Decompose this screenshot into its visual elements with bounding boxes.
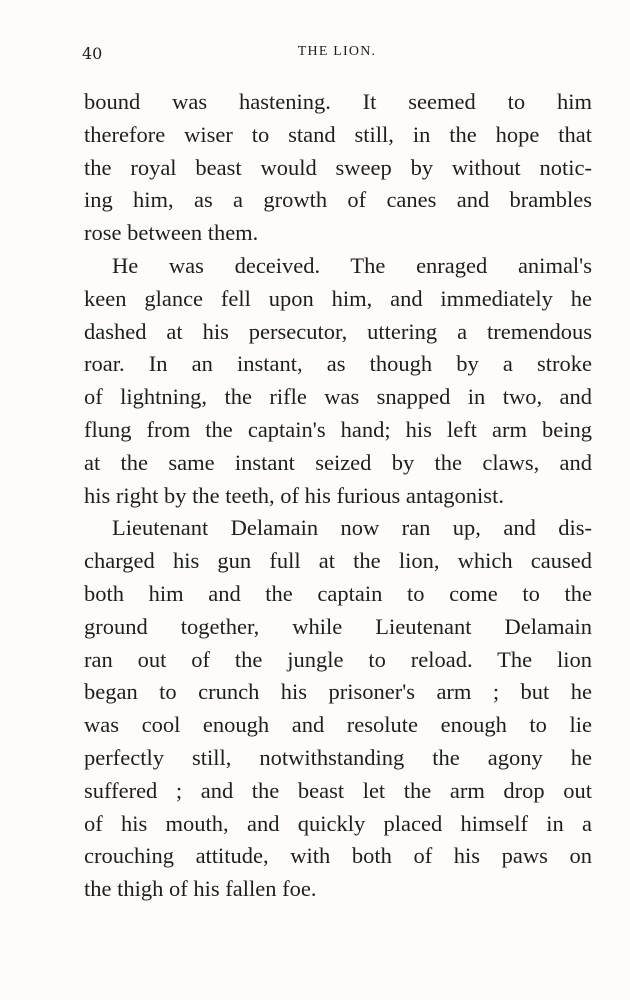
text-line: crouching attitude, with both of his paws on	[84, 843, 592, 869]
text-line: bound was hastening. It seemed to him	[84, 89, 592, 114]
text-line: flung from the captain's hand; his left arm being	[84, 416, 592, 442]
text-line: suffered ; and the beast let the arm drop out	[84, 777, 592, 803]
body-text	[84, 86, 592, 906]
page-number: 40	[82, 44, 103, 63]
text-line: rose between them.	[84, 220, 259, 246]
text-line: Lieutenant Delamain now ran up, and dis-	[112, 515, 592, 541]
text-line: both him and the captain to come to the	[84, 580, 592, 606]
paragraph	[84, 250, 592, 512]
text-line: keen glance fell upon him, and immediately he	[84, 285, 592, 311]
paragraph	[84, 86, 592, 250]
text-line: was cool enough and resolute enough to lie	[84, 712, 592, 738]
text-line: therefore wiser to stand still, in the hope that	[84, 121, 592, 147]
text-line: the thigh of his fallen foe.	[84, 876, 317, 902]
text-line: of lightning, the rifle was snapped in two, and	[84, 384, 592, 410]
text-line: of his mouth, and quickly placed himself in a	[84, 810, 592, 836]
text-line: at the same instant seized by the claws, and	[84, 449, 592, 475]
text-line: roar. In an instant, as though by a stroke	[84, 351, 592, 377]
text-line: the royal beast would sweep by without notic-	[84, 154, 592, 180]
text-line: dashed at his persecutor, uttering a tremendous	[84, 318, 592, 344]
text-line: He was deceived. The enraged animal's	[112, 252, 592, 278]
paragraph	[84, 512, 592, 906]
text-line: ing him, as a growth of canes and brambles	[84, 187, 592, 213]
text-line: ground together, while Lieutenant Delamain	[84, 613, 592, 639]
text-line: ran out of the jungle to reload. The lion	[84, 646, 592, 672]
text-line: charged his gun full at the lion, which caused	[84, 548, 592, 574]
text-line: perfectly still, notwithstanding the agony he	[84, 744, 592, 770]
page-header	[82, 44, 592, 68]
text-line: his right by the teeth, of his furious antagonist.	[84, 482, 504, 508]
running-title: THE LION.	[297, 44, 377, 59]
text-line: began to crunch his prisoner's arm ; but he	[84, 679, 592, 705]
